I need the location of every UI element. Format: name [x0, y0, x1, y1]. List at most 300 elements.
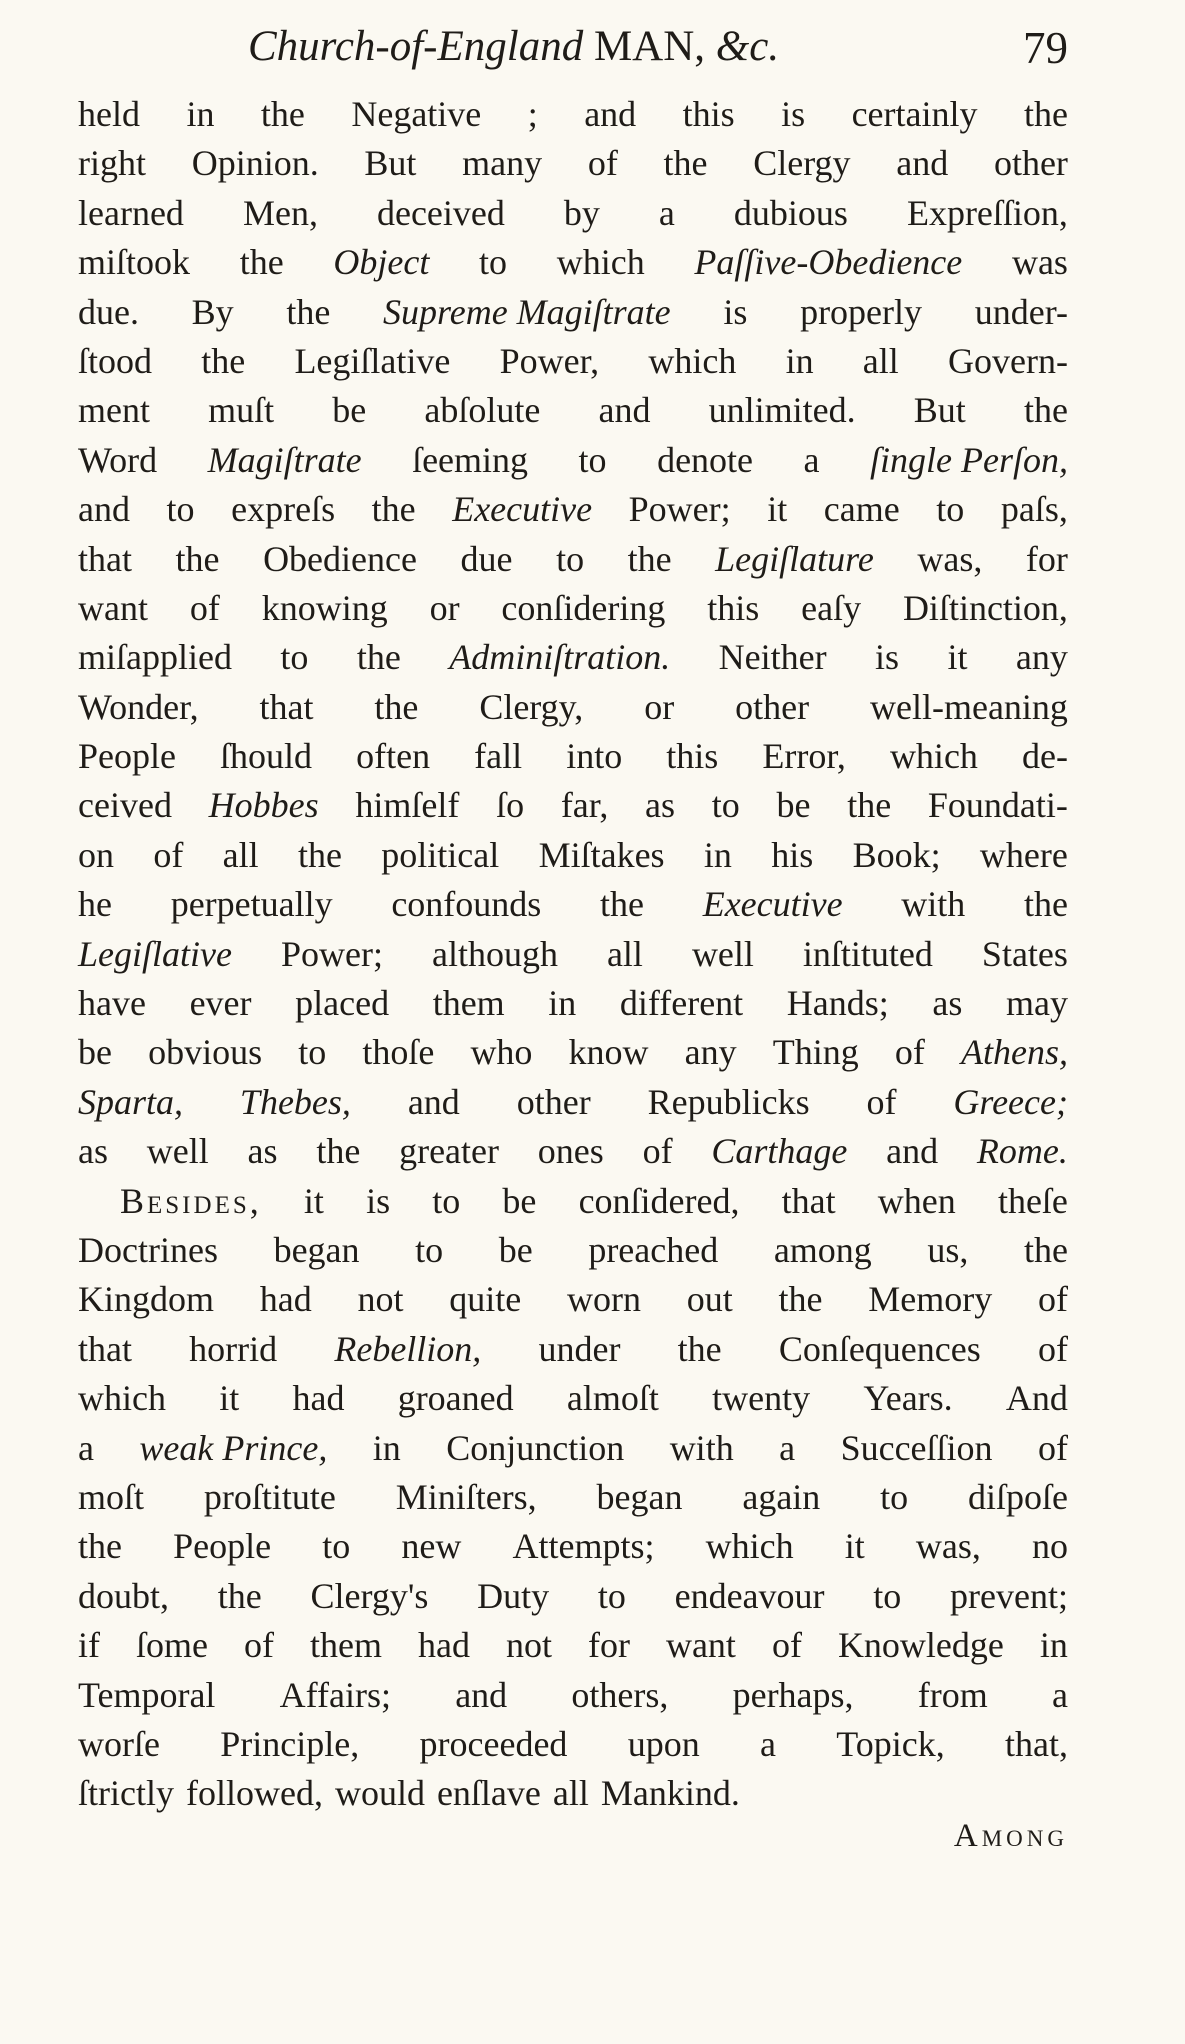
word: Power; [628, 489, 731, 530]
word: Thing [772, 1032, 859, 1073]
word: for [1025, 538, 1068, 579]
word: Negative [351, 94, 482, 134]
word: Thebes, [239, 1081, 351, 1122]
word: on [78, 834, 114, 875]
text-line [78, 831, 1068, 880]
word: was [1011, 242, 1068, 283]
word: obvious [148, 1032, 263, 1073]
word: due. [78, 291, 139, 332]
word: in [703, 834, 732, 875]
word: Topick, [836, 1723, 945, 1764]
word: learned [78, 192, 184, 233]
word: came [823, 489, 900, 530]
word: Govern- [948, 340, 1068, 381]
text-line [78, 1028, 1068, 1077]
word: Conſequences [778, 1328, 981, 1369]
word: weak Prince, [139, 1427, 328, 1468]
word: conſidered, [578, 1180, 740, 1221]
word: all [222, 834, 259, 875]
word: Executive [452, 489, 593, 530]
word: States [981, 933, 1068, 974]
word: this [666, 736, 719, 777]
word: any [1015, 637, 1068, 678]
word: for [587, 1625, 630, 1666]
word: of [243, 1625, 274, 1666]
word: the [78, 1526, 122, 1567]
word: perpetually [170, 884, 333, 925]
word: ever [189, 983, 252, 1024]
word: ; [527, 94, 538, 134]
word: of [642, 1131, 673, 1172]
word: the [356, 637, 401, 678]
word: himſelf [355, 785, 460, 826]
word: thoſe [362, 1032, 435, 1073]
word: People [78, 736, 176, 777]
word: the [627, 538, 672, 579]
word: well [691, 933, 754, 974]
word: to [479, 242, 508, 283]
word: doubt, [78, 1575, 170, 1616]
word: Hobbes [208, 785, 319, 826]
word: inſtituted [802, 933, 933, 974]
text-line [78, 1078, 1068, 1127]
word: it [844, 1526, 865, 1567]
word: Foundati- [927, 785, 1068, 826]
word: it [303, 1180, 324, 1221]
word: would [334, 1773, 425, 1814]
word: expreſs [231, 489, 336, 530]
word: the [1023, 94, 1068, 134]
word: is [723, 291, 748, 332]
word: Succeſſion [840, 1427, 993, 1468]
word: Affairs; [279, 1674, 391, 1715]
word: ceived [78, 785, 172, 826]
word: abſolute [424, 390, 541, 431]
word: to [322, 1526, 351, 1567]
word: far, [560, 785, 609, 826]
word: unlimited. [708, 390, 856, 431]
word: muſt [208, 390, 275, 431]
word: and [598, 390, 651, 431]
word: Power; [280, 933, 383, 974]
word: Principle, [220, 1723, 360, 1764]
word: a [78, 1427, 94, 1468]
word: denote [657, 439, 754, 480]
word: de- [1021, 736, 1068, 777]
word: had [292, 1378, 345, 1419]
word: often [356, 736, 431, 777]
word: new [401, 1526, 462, 1567]
running-title-italic: Church-of-England [248, 23, 584, 70]
word: proceeded [419, 1723, 568, 1764]
word: them [309, 1625, 382, 1666]
word: a [658, 192, 675, 233]
word: which [889, 736, 978, 777]
word: to [880, 1476, 909, 1517]
word: with [901, 884, 966, 925]
word: them [432, 983, 505, 1024]
word: ſome [136, 1625, 208, 1666]
text-line [78, 1720, 1068, 1769]
word: But [364, 143, 417, 184]
running-title [248, 22, 779, 71]
text-line [78, 732, 1068, 781]
word: ſingle Perſon, [870, 439, 1068, 480]
word: ment [78, 390, 150, 431]
word: of [1037, 1427, 1068, 1468]
word: as [932, 983, 963, 1024]
text-line [78, 189, 1068, 238]
word: political [381, 834, 500, 875]
word: enſlave [436, 1773, 541, 1814]
word: other [516, 1081, 591, 1122]
word: in [1039, 1625, 1068, 1666]
word: deceived [376, 192, 505, 233]
word: be [498, 1229, 533, 1270]
word: greater [399, 1131, 500, 1172]
word: paſs, [1000, 489, 1068, 530]
word: ſhould [220, 736, 313, 777]
word: who [470, 1032, 533, 1073]
word: all [552, 1773, 589, 1814]
word: and [896, 143, 949, 184]
word: right [78, 143, 146, 184]
word: preached [588, 1229, 719, 1270]
word: the [677, 1328, 722, 1369]
word: in [548, 983, 577, 1024]
word: worn [567, 1279, 641, 1320]
word: to [936, 489, 965, 530]
word: again [742, 1476, 821, 1517]
word: he [78, 884, 112, 925]
word: and [407, 1081, 460, 1122]
text-line [78, 1671, 1068, 1720]
word: to [711, 785, 740, 826]
word: of [153, 834, 184, 875]
text-line [78, 1621, 1068, 1670]
text-line [78, 1325, 1068, 1374]
text-line [78, 1275, 1068, 1324]
word: under [538, 1328, 621, 1369]
word: Memory [868, 1279, 993, 1320]
word: the [260, 94, 305, 134]
word: to [298, 1032, 327, 1073]
text-line [78, 337, 1068, 386]
word: the [371, 489, 416, 530]
text-line [78, 90, 1068, 139]
word: Opinion. [191, 143, 319, 184]
word: among [773, 1229, 872, 1270]
word: be [332, 390, 367, 431]
word: Magiſtrate [207, 439, 362, 480]
word: and [455, 1674, 508, 1715]
word: with [669, 1427, 734, 1468]
word: all [862, 340, 899, 381]
word: to [432, 1180, 461, 1221]
word: is [875, 637, 900, 678]
word: to [415, 1229, 444, 1270]
word: placed [295, 983, 390, 1024]
word: it [219, 1378, 240, 1419]
word: want [78, 587, 148, 628]
word: Kingdom [78, 1279, 215, 1320]
word: proſtitute [203, 1476, 336, 1517]
word: Years. [863, 1378, 953, 1419]
word: Temporal [78, 1674, 216, 1715]
word: fall [474, 736, 523, 777]
word: which [705, 1526, 794, 1567]
word: of [1037, 1279, 1068, 1320]
word: diſpoſe [968, 1476, 1068, 1517]
word: although [431, 933, 558, 974]
word: of [1037, 1328, 1068, 1369]
word: which [556, 242, 645, 283]
word: Rebellion, [334, 1328, 482, 1369]
word: Mankind. [600, 1773, 740, 1814]
text-line [78, 930, 1068, 979]
running-title-roman: MAN, [593, 23, 706, 70]
word: in [372, 1427, 401, 1468]
word: Book; [852, 834, 941, 875]
word: ſeeming [412, 439, 529, 480]
word: that [259, 686, 314, 727]
word: where [979, 834, 1068, 875]
word: the [286, 291, 331, 332]
word: properly [800, 291, 923, 332]
word: by [563, 192, 600, 233]
word: that [78, 1328, 132, 1369]
word: that [78, 538, 132, 579]
word: the [201, 340, 246, 381]
word: Duty [477, 1575, 550, 1616]
word: followed, [185, 1773, 323, 1814]
word: his [771, 834, 814, 875]
word: the [1023, 390, 1068, 431]
word: of [894, 1032, 925, 1073]
word: may [1006, 983, 1068, 1024]
word: the [374, 686, 419, 727]
word: began [596, 1476, 683, 1517]
word: Executive [702, 884, 843, 925]
text-line [78, 1374, 1068, 1423]
word: had [259, 1279, 312, 1320]
word: know [568, 1032, 649, 1073]
word: almoſt [566, 1378, 659, 1419]
running-title-etc: &c. [715, 23, 780, 70]
word: Object [333, 242, 430, 283]
word: different [619, 983, 744, 1024]
word: was, [915, 1526, 981, 1567]
word: horrid [189, 1328, 278, 1369]
text-line [78, 535, 1068, 584]
word: Neither [718, 637, 827, 678]
word: Expreſſion, [906, 192, 1068, 233]
word: was, [917, 538, 983, 579]
word: under- [974, 291, 1068, 332]
word: this [682, 94, 735, 134]
word: in [785, 340, 814, 381]
word: Legiſlative [294, 340, 451, 381]
word: And [1005, 1378, 1068, 1419]
word: Supreme Magiſtrate [383, 291, 671, 332]
word: Besides, [120, 1180, 262, 1221]
word: of [866, 1081, 897, 1122]
word: to [556, 538, 585, 579]
word: not [505, 1625, 552, 1666]
word: Republicks [647, 1081, 810, 1122]
word: twenty [712, 1378, 811, 1419]
word: the [778, 1279, 823, 1320]
word: Obedience [263, 538, 417, 579]
word: and [886, 1131, 939, 1172]
word: quite [449, 1279, 522, 1320]
word: began [273, 1229, 360, 1270]
word: Wonder, [78, 686, 199, 727]
text-line [78, 1522, 1068, 1571]
word: Miſtakes [538, 834, 665, 875]
word: miſtook [78, 242, 191, 283]
word: it [947, 637, 968, 678]
word: upon [627, 1723, 700, 1764]
word: Carthage [711, 1131, 848, 1172]
text-line [78, 979, 1068, 1028]
word: Conjunction [446, 1427, 625, 1468]
word: Greece; [953, 1081, 1068, 1122]
word: Men, [242, 192, 318, 233]
word: other [735, 686, 810, 727]
word: ones [537, 1131, 604, 1172]
word: of [587, 143, 618, 184]
word: is [781, 94, 806, 134]
word: endeavour [674, 1575, 825, 1616]
word: moſt [78, 1476, 145, 1517]
word: of [189, 587, 220, 628]
text-line [78, 1177, 1068, 1226]
word: to [578, 439, 607, 480]
word: which [648, 340, 737, 381]
word: knowing [261, 587, 388, 628]
word: to [873, 1575, 902, 1616]
word: Attempts; [512, 1526, 655, 1567]
word: as [78, 1131, 108, 1172]
word: want [665, 1625, 736, 1666]
word: as [247, 1131, 278, 1172]
word: and [78, 489, 130, 530]
word: which [78, 1378, 166, 1419]
word: or [429, 587, 460, 628]
word: us, [927, 1229, 969, 1270]
word: Paſſive-Obedience [694, 242, 963, 283]
text-line [78, 1572, 1068, 1621]
text-line [78, 1226, 1068, 1275]
word: or [644, 686, 675, 727]
word: have [78, 983, 146, 1024]
word: out [686, 1279, 733, 1320]
word: the [175, 538, 220, 579]
word: the [1024, 884, 1068, 925]
word: it [767, 489, 788, 530]
word: well-meaning [870, 686, 1068, 727]
word: confounds [391, 884, 542, 925]
word: Knowledge [837, 1625, 1004, 1666]
word: Athens, [960, 1032, 1068, 1073]
text-line [78, 1769, 1068, 1818]
word: Legiſlature [715, 538, 874, 579]
word: a [759, 1723, 776, 1764]
word: to [166, 489, 195, 530]
page-number: 79 [1023, 23, 1068, 73]
text-line [78, 633, 1068, 682]
word: worſe [78, 1723, 160, 1764]
text-line [78, 683, 1068, 732]
word: Doctrines [78, 1229, 218, 1270]
word: many [462, 143, 543, 184]
word: ſtood [78, 340, 153, 381]
word: Clergy [753, 143, 851, 184]
word: other [993, 143, 1068, 184]
word: Word [78, 439, 158, 480]
word: conſidering [501, 587, 666, 628]
word: had [417, 1625, 470, 1666]
word: and [584, 94, 637, 134]
word: ſtrictly [78, 1773, 174, 1814]
word: the [297, 834, 342, 875]
word: from [917, 1674, 988, 1715]
text-line [78, 781, 1068, 830]
word: the [217, 1575, 262, 1616]
text-line [78, 436, 1068, 485]
text-line [78, 1424, 1068, 1473]
word: no [1031, 1526, 1068, 1567]
word: all [606, 933, 643, 974]
word: held [78, 94, 140, 134]
word: to [280, 637, 309, 678]
word: of [771, 1625, 802, 1666]
word: the [847, 785, 892, 826]
word: that [781, 1180, 836, 1221]
word: that, [1005, 1723, 1068, 1764]
word: the [239, 242, 284, 283]
catchword: Among [953, 1818, 1068, 1854]
word: certainly [851, 94, 978, 134]
word: as [645, 785, 676, 826]
word: Sparta, [78, 1081, 184, 1122]
word: dubious [733, 192, 848, 233]
text-line [78, 288, 1068, 337]
word: Error, [762, 736, 846, 777]
word: the [663, 143, 708, 184]
word: Legiſlative [78, 933, 232, 974]
word: eaſy [801, 587, 862, 628]
word: due [460, 538, 513, 579]
word: a [803, 439, 820, 480]
word: if [78, 1625, 100, 1666]
text-line [78, 485, 1068, 534]
word: Miniſters, [395, 1476, 537, 1517]
text-line [78, 139, 1068, 188]
text-line [78, 1127, 1068, 1176]
text-line [78, 880, 1068, 929]
word: the [600, 884, 644, 925]
word: theſe [997, 1180, 1068, 1221]
word: Rome. [976, 1131, 1068, 1172]
word: be [502, 1180, 537, 1221]
running-head [78, 22, 1068, 82]
word: a [1051, 1674, 1068, 1715]
text-line [78, 584, 1068, 633]
word: when [877, 1180, 956, 1221]
word: Adminiſtration. [449, 637, 671, 678]
